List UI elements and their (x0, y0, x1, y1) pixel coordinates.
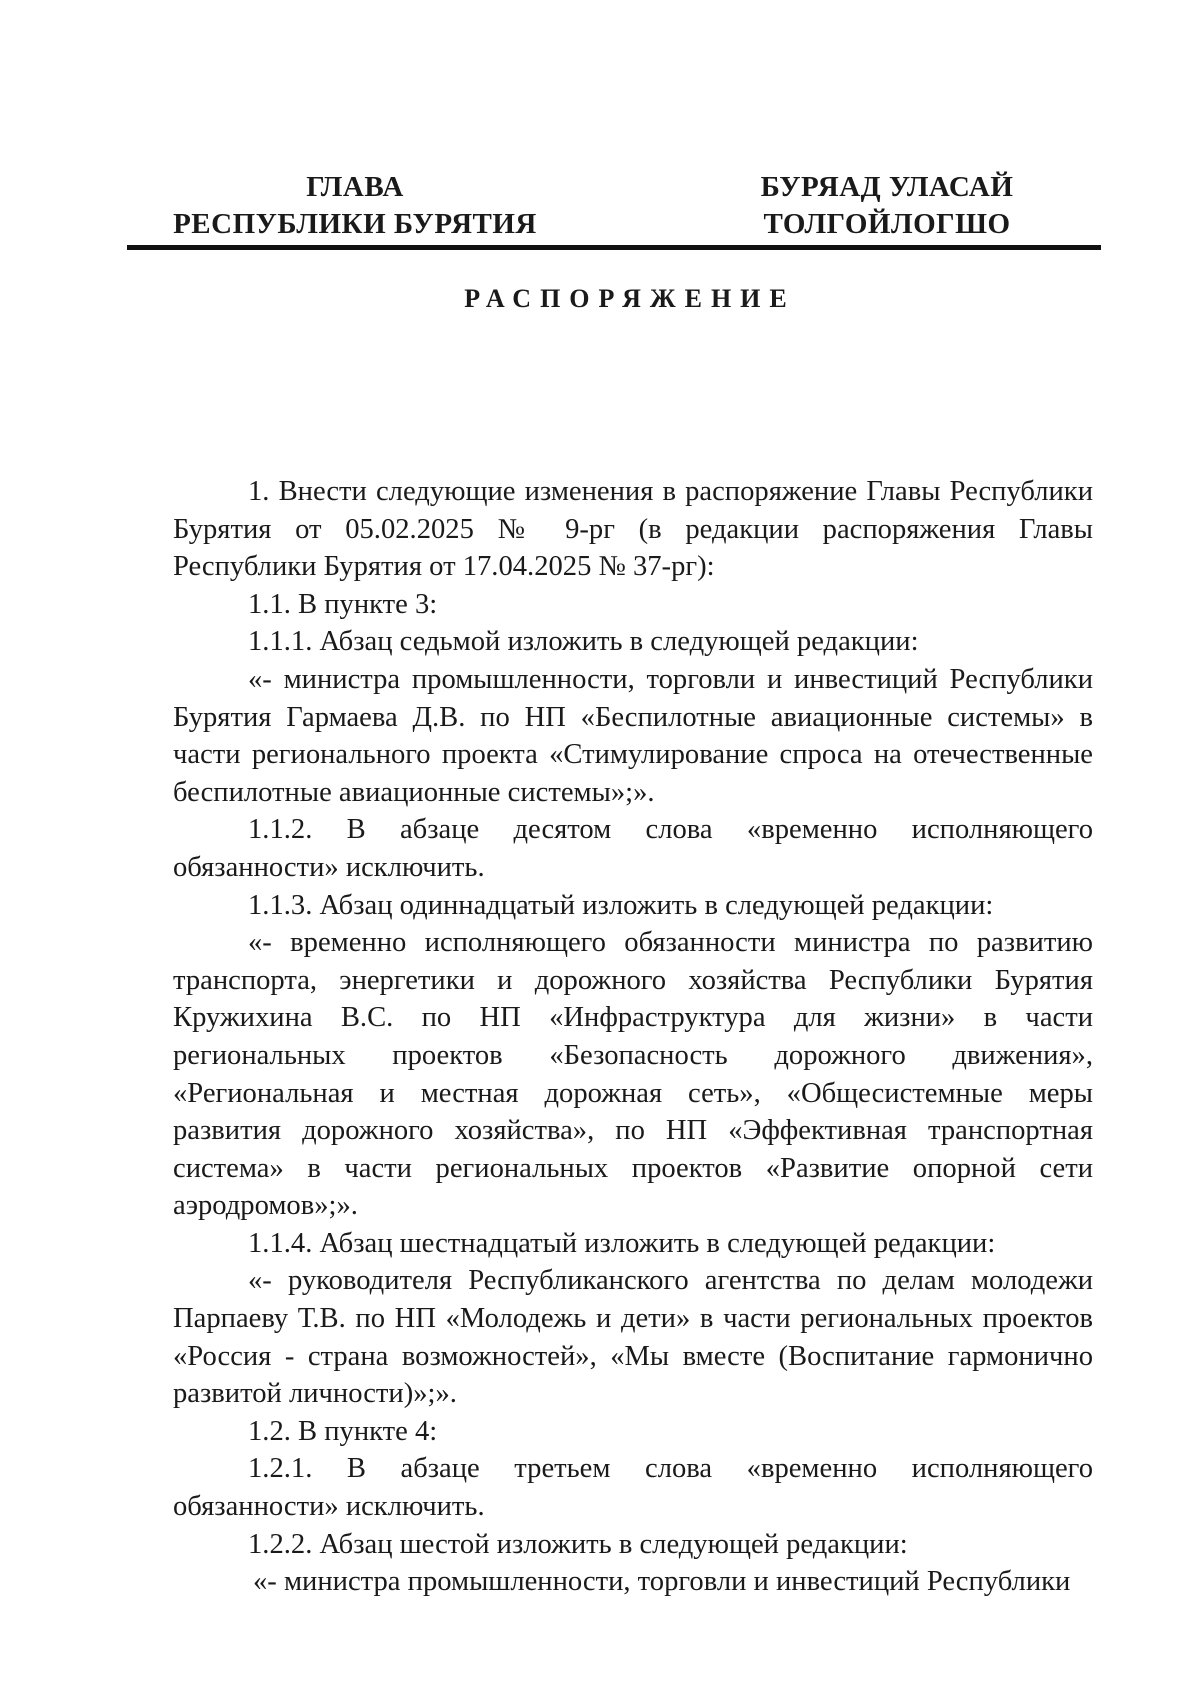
paragraph: 1.2. В пункте 4: (248, 1415, 438, 1447)
paragraph: 1.2.1. В абзаце третьем слова «временно исполняющего обязанности» исключить. (173, 1453, 1093, 1523)
issuer-title-line2: РЕСПУБЛИКИ БУРЯТИЯ (173, 208, 537, 240)
issuer-buryat-line1: БУРЯАД УЛАСАЙ (760, 171, 1014, 203)
paragraph: «- министра промышленности, торговли и инвестиций Республики Бурятия Гармаева Д.В. по НП «Беспилотные авиационные системы» в части регионального проекта «Стимулирование спроса на отечественные беспилотные авиационные системы»;». (173, 663, 1093, 808)
paragraph: 1. Внести следующие изменения в распоряжение Главы Республики Бурятия от 05.02.2025 № 9-рг (в редакции распоряжения Главы Республики Бурятия от 17.04.2025 № 37-рг): (173, 476, 1093, 583)
document-title: РАСПОРЯЖЕНИЕ (464, 284, 796, 313)
paragraph: 1.1. В пункте 3: (248, 588, 438, 620)
issuer-title-line1: ГЛАВА (306, 171, 404, 203)
issuer-buryat-line2: ТОЛГОЙЛОГШО (763, 208, 1011, 240)
issuer-block-russian (150, 169, 560, 243)
paragraph: «- временно исполняющего обязанности министра по развитию транспорта, энергетики и дорожного хозяйства Республики Бурятия Кружихина В.С. по НП «Инфраструктура для жизни» в части региональных проектов «Безопасность дорожного движения», «Региональная и местная дорожная сеть», «Общесистемные меры развития дорожного хозяйства», по НП «Эффективная транспортная система» в части региональных проектов «Развитие опорной сети аэродромов»;». (173, 927, 1093, 1222)
paragraph: 1.1.2. В абзаце десятом слова «временно исполняющего обязанности» исключить. (173, 814, 1093, 883)
paragraph: «- министра промышленности, торговли и инвестиций Республики (253, 1566, 1071, 1598)
paragraph: 1.1.4. Абзац шестнадцатый изложить в следующей редакции: (248, 1227, 996, 1259)
paragraph: 1.1.3. Абзац одиннадцатый изложить в следующей редакции: (248, 889, 994, 921)
header-divider (127, 245, 1101, 250)
document-body (173, 473, 1093, 1601)
paragraph: 1.2.2. Абзац шестой изложить в следующей редакции: (248, 1528, 908, 1560)
issuer-block-buryat (722, 169, 1052, 243)
paragraph: 1.1.1. Абзац седьмой изложить в следующей редакции: (248, 626, 919, 658)
paragraph: «- руководителя Республиканского агентства по делам молодежи Парпаеву Т.В. по НП «Молодежь и дети» в части региональных проектов «Россия - страна возможностей», «Мы вместе (Воспитание гармонично развитой личности)»;». (173, 1265, 1093, 1410)
